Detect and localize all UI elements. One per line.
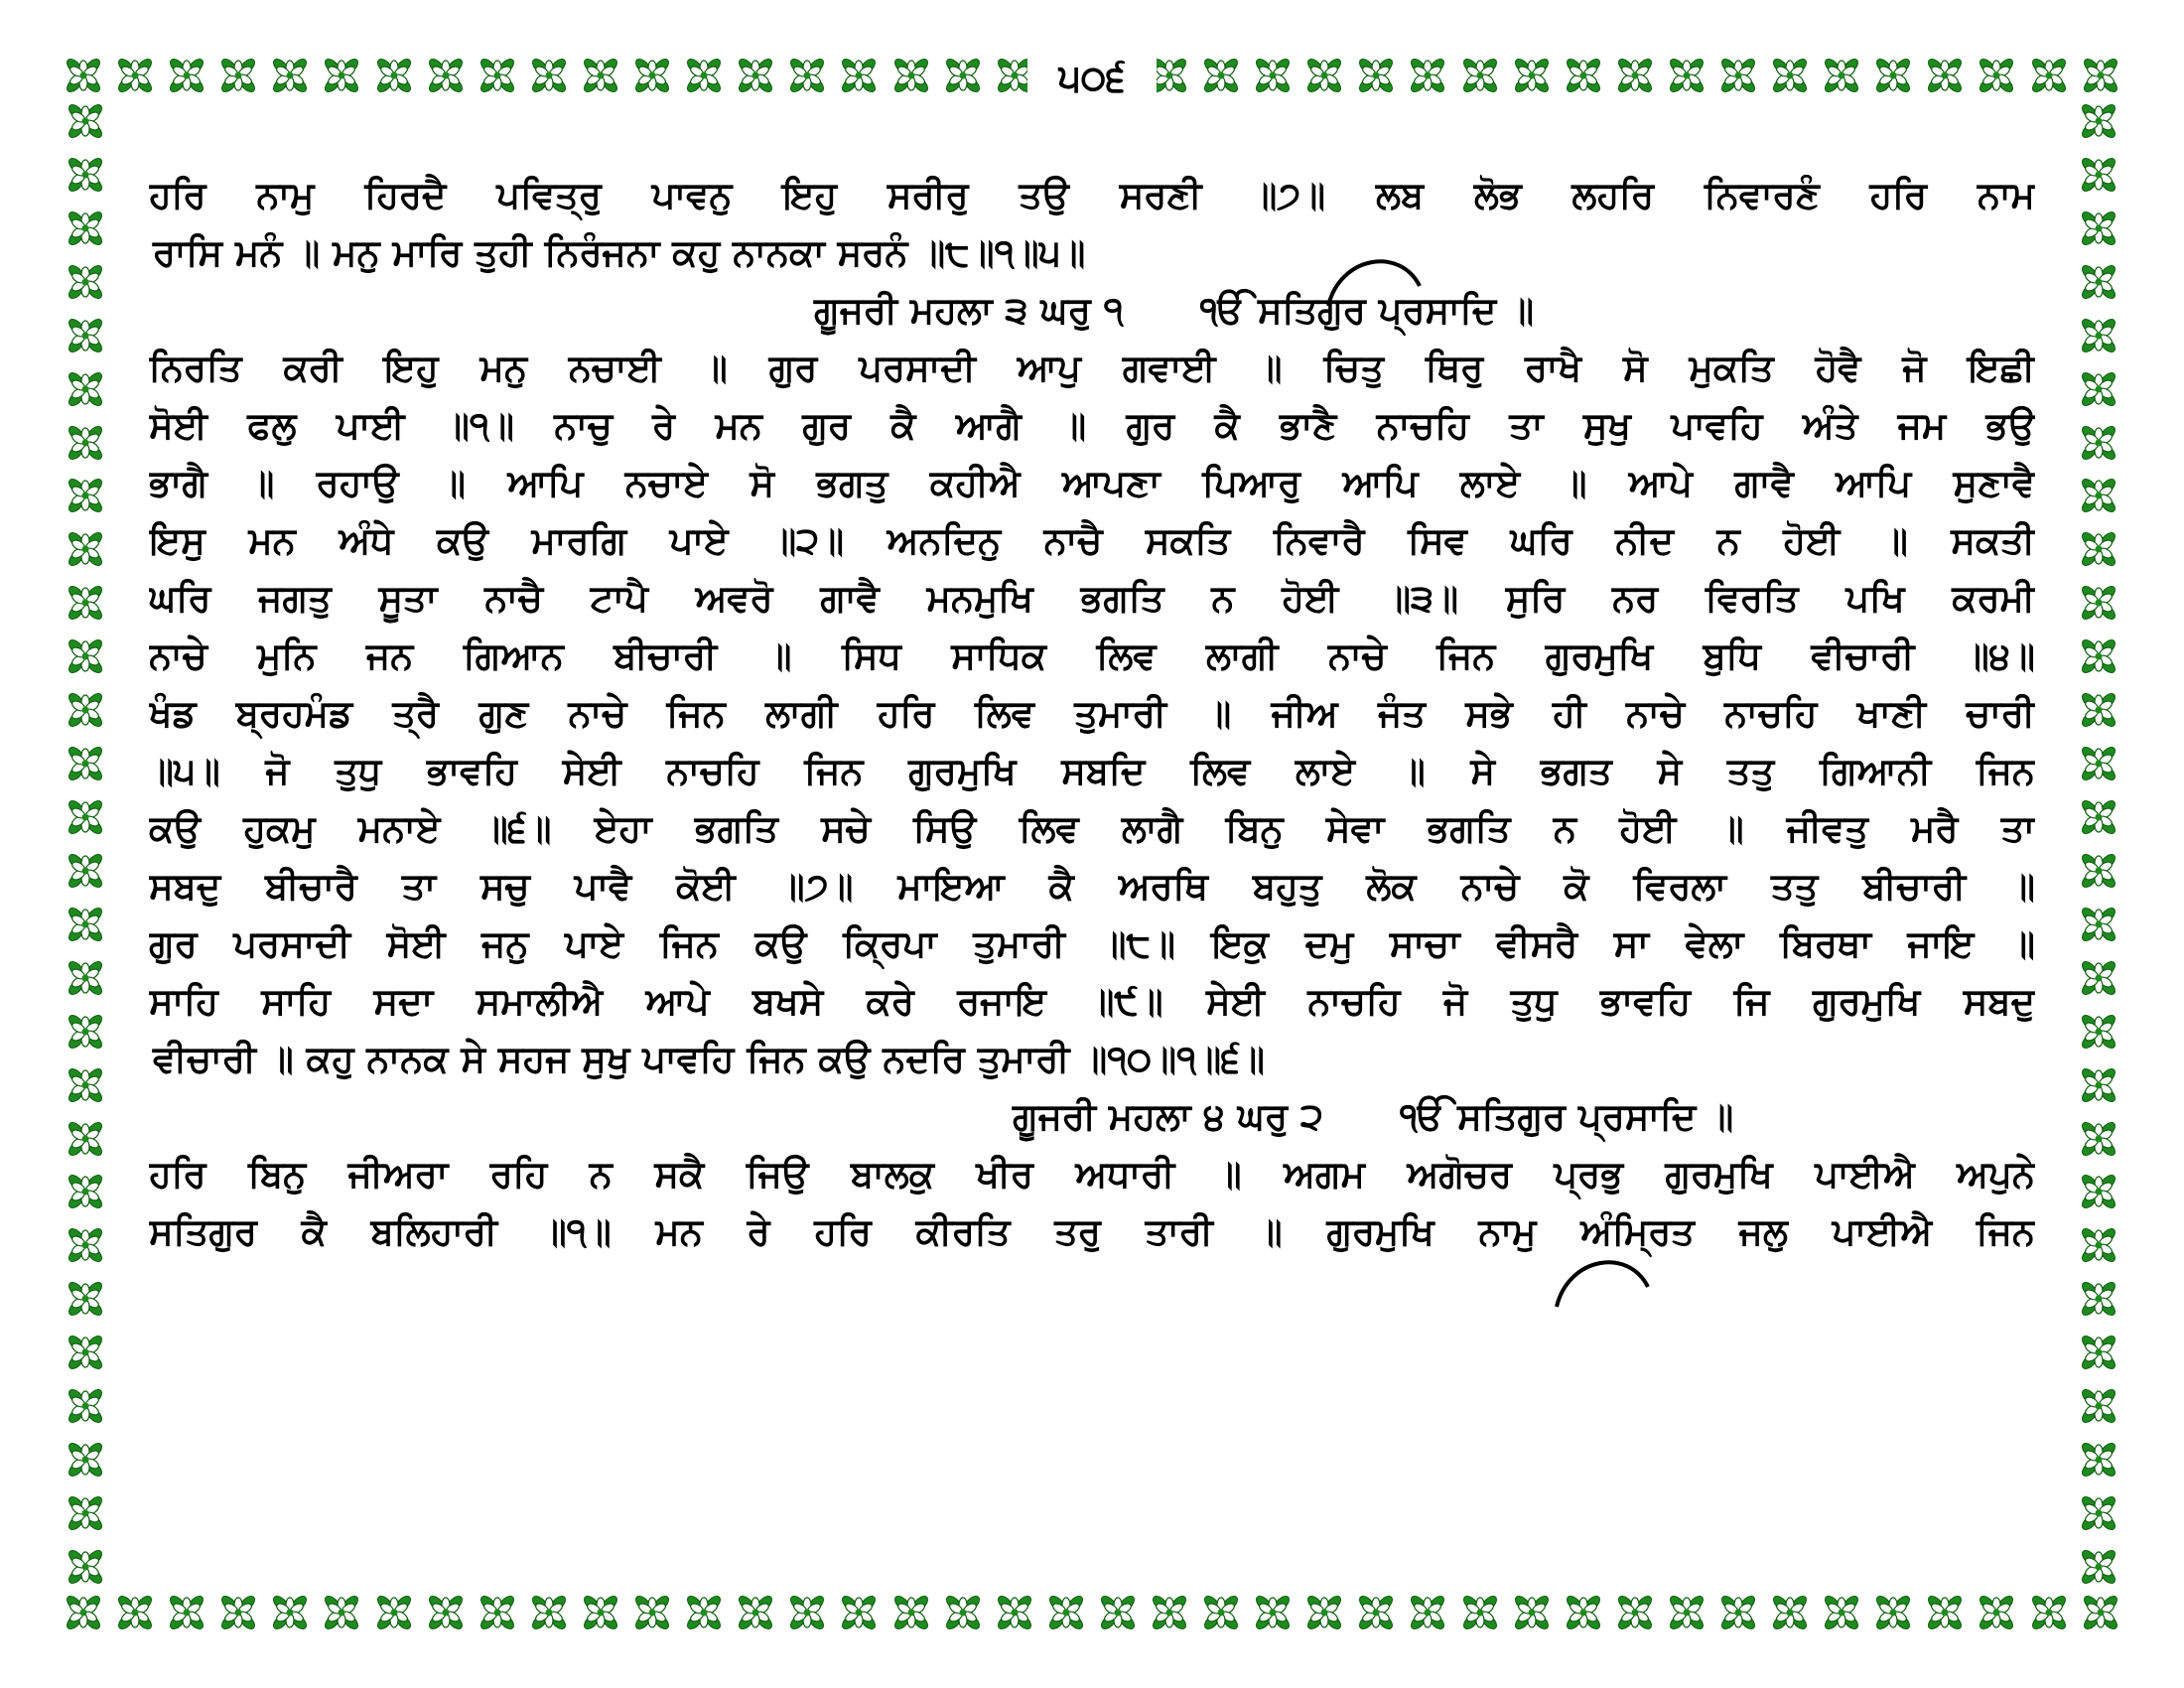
flower-ornament-icon xyxy=(2077,795,2120,839)
flower-ornament-icon xyxy=(2077,1223,2120,1267)
flower-ornament-icon xyxy=(2077,314,2120,357)
flower-ornament-icon xyxy=(1354,1591,1398,1634)
flower-ornament-icon xyxy=(2077,474,2120,517)
flower-ornament-icon xyxy=(1716,54,1760,97)
flower-ornament-icon xyxy=(64,742,107,785)
flower-ornament-icon xyxy=(734,54,777,97)
flower-ornament-icon xyxy=(1665,54,1708,97)
flower-ornament-icon xyxy=(2077,260,2120,304)
flower-ornament-icon xyxy=(113,54,157,97)
text-line-7: ਇਸੁ ਮਨ ਅੰਧੇ ਕਉ ਮਾਰਗਿ ਪਾਏ ॥੨॥ ਅਨਦਿਨੁ ਨਾਚੈ ਸਕਤਿ ਨਿਵਾਰੈ ਸਿਵ ਘਰਿ ਨੀਦ ਨ ਹੋਈ ॥ ਸਕਤੀ xyxy=(149,519,2035,562)
flower-ornament-icon xyxy=(1458,54,1502,97)
text-line-12: ਕਉ ਹੁਕਮੁ ਮਨਾਏ ॥੬॥ ਏਹਾ ਭਗਤਿ ਸਚੇ ਸਿਉ ਲਿਵ ਲਾਗੈ ਬਿਨੁ ਸੇਵਾ ਭਗਤਿ ਨ ਹੋਈ ॥ ਜੀਵਤੁ ਮਰੈ ਤਾ xyxy=(149,807,2035,850)
flower-ornament-icon xyxy=(579,1591,622,1634)
flower-ornament-icon xyxy=(2077,634,2120,678)
page-number-box xyxy=(1027,50,1157,105)
flower-ornament-icon xyxy=(941,54,985,97)
flower-ornament-icon xyxy=(64,956,107,1000)
flower-ornament-icon xyxy=(2077,207,2120,250)
flower-ornament-icon xyxy=(2077,1170,2120,1213)
flower-ornament-icon xyxy=(2079,54,2122,97)
flower-ornament-icon xyxy=(64,99,107,143)
flower-ornament-icon xyxy=(64,1438,107,1481)
flower-ornament-icon xyxy=(62,54,105,97)
flower-ornament-icon xyxy=(1820,54,1863,97)
flower-ornament-icon xyxy=(113,1591,157,1634)
flower-ornament-icon xyxy=(1665,1591,1708,1634)
flower-ornament-icon xyxy=(2077,1010,2120,1054)
flower-ornament-icon xyxy=(2077,1438,2120,1481)
flower-ornament-icon xyxy=(993,1591,1036,1634)
flower-ornament-icon xyxy=(424,54,468,97)
flower-ornament-icon xyxy=(1302,1591,1346,1634)
text-line-15: ਸਾਹਿ ਸਾਹਿ ਸਦਾ ਸਮਾਲੀਐ ਆਪੇ ਬਖਸੇ ਕਰੇ ਰਜਾਇ ॥੯॥ ਸੇਈ ਨਾਚਹਿ ਜੋ ਤੁਧੁ ਭਾਵਹਿ ਜਿ ਗੁਰਮੁਖਿ ਸਬਦੁ xyxy=(149,980,2035,1023)
flower-ornament-icon xyxy=(1406,1591,1449,1634)
text-line-5: ਸੋਈ ਫਲੁ ਪਾਈ ॥੧॥ ਨਾਚੁ ਰੇ ਮਨ ਗੁਰ ਕੈ ਆਗੈ ॥ ਗੁਰ ਕੈ ਭਾਣੈ ਨਾਚਹਿ ਤਾ ਸੁਖੁ ਪਾਵਹਿ ਅੰਤੇ ਜਮ ਭਉ xyxy=(149,404,2035,447)
flower-ornament-icon xyxy=(64,1545,107,1589)
flower-ornament-icon xyxy=(1975,54,2018,97)
flower-ornament-icon xyxy=(2077,99,2120,143)
flower-ornament-icon xyxy=(64,795,107,839)
flower-ornament-icon xyxy=(1302,54,1346,97)
flower-ornament-icon xyxy=(579,54,622,97)
flower-ornament-icon xyxy=(165,1591,208,1634)
text-line-6: ਭਾਗੈ ॥ ਰਹਾਉ ॥ ਆਪਿ ਨਚਾਏ ਸੋ ਭਗਤੁ ਕਹੀਐ ਆਪਣਾ ਪਿਆਰੁ ਆਪਿ ਲਾਏ ॥ ਆਪੇ ਗਾਵੈ ਆਪਿ ਸੁਣਾਵੈ xyxy=(149,462,2035,504)
flower-ornament-icon xyxy=(2077,1277,2120,1321)
flower-ornament-icon xyxy=(320,1591,363,1634)
flower-ornament-icon xyxy=(64,1010,107,1054)
flower-ornament-icon xyxy=(527,54,571,97)
flower-ornament-icon xyxy=(64,421,107,465)
flower-ornament-icon xyxy=(785,54,829,97)
flower-ornament-icon xyxy=(64,688,107,732)
flower-ornament-icon xyxy=(1562,1591,1605,1634)
flower-ornament-icon xyxy=(2077,153,2120,197)
section-heading-1 xyxy=(149,282,2035,340)
flower-ornament-icon xyxy=(64,903,107,946)
flower-ornament-icon xyxy=(630,54,674,97)
flower-ornament-icon xyxy=(64,367,107,411)
text-line-2: ਰਾਸਿ ਮਨੰ ॥ ਮਨੁ ਮਾਰਿ ਤੁਹੀ ਨਿਰੰਜਨਾ ਕਹੁ ਨਾਨਕਾ ਸਰਨੰ ॥੮॥੧॥੫॥ xyxy=(153,231,1086,274)
floral-border-bottom xyxy=(62,1589,2122,1636)
flower-ornament-icon xyxy=(682,54,726,97)
flower-ornament-icon xyxy=(372,1591,416,1634)
flower-ornament-icon xyxy=(1768,54,1812,97)
flower-ornament-icon xyxy=(372,54,416,97)
flower-ornament-icon xyxy=(1510,1591,1554,1634)
flower-ornament-icon xyxy=(64,849,107,893)
heading-text: ਗੂਜਰੀ ਮਹਲਾ ੪ ਘਰੁ ੨ ੴ ਸਤਿਗੁਰ ਪ੍ਰਸਾਦਿ ॥ xyxy=(1013,1095,1734,1138)
text-line-13: ਸਬਦੁ ਬੀਚਾਰੈ ਤਾ ਸਚੁ ਪਾਵੈ ਕੋਈ ॥੭॥ ਮਾਇਆ ਕੈ ਅਰਥਿ ਬਹੁਤੁ ਲੋਕ ਨਾਚੇ ਕੋ ਵਿਰਲਾ ਤਤੁ ਬੀਚਾਰੀ ॥ xyxy=(149,865,2035,908)
flower-ornament-icon xyxy=(64,1170,107,1213)
flower-ornament-icon xyxy=(1199,1591,1243,1634)
flower-ornament-icon xyxy=(2077,581,2120,625)
flower-ornament-icon xyxy=(2077,1384,2120,1428)
flower-ornament-icon xyxy=(1613,54,1657,97)
ik-onkar-arc-2 xyxy=(1549,1247,1658,1317)
flower-ornament-icon xyxy=(268,1591,312,1634)
flower-ornament-icon xyxy=(2077,527,2120,571)
flower-ornament-icon xyxy=(1871,1591,1915,1634)
flower-ornament-icon xyxy=(2027,1591,2071,1634)
flower-ornament-icon xyxy=(2077,1545,2120,1589)
flower-ornament-icon xyxy=(1768,1591,1812,1634)
flower-ornament-icon xyxy=(64,527,107,571)
section-heading-2 xyxy=(149,1088,2035,1146)
flower-ornament-icon xyxy=(734,1591,777,1634)
flower-ornament-icon xyxy=(64,1331,107,1374)
flower-ornament-icon xyxy=(216,54,260,97)
flower-ornament-icon xyxy=(1148,1591,1191,1634)
flower-ornament-icon xyxy=(1354,54,1398,97)
flower-ornament-icon xyxy=(1199,54,1243,97)
flower-ornament-icon xyxy=(527,1591,571,1634)
flower-ornament-icon xyxy=(2077,421,2120,465)
text-line-16: ਵੀਚਾਰੀ ॥ ਕਹੁ ਨਾਨਕ ਸੇ ਸਹਜ ਸੁਖੁ ਪਾਵਹਿ ਜਿਨ ਕਉ ਨਦਰਿ ਤੁਮਾਰੀ ॥੧੦॥੧॥੬॥ xyxy=(153,1038,1265,1080)
flower-ornament-icon xyxy=(1923,1591,1967,1634)
flower-ornament-icon xyxy=(1458,1591,1502,1634)
text-line-11: ॥੫॥ ਜੋ ਤੁਧੁ ਭਾਵਹਿ ਸੇਈ ਨਾਚਹਿ ਜਿਨ ਗੁਰਮੁਖਿ ਸਬਦਿ ਲਿਵ ਲਾਏ ॥ ਸੇ ਭਗਤ ਸੇ ਤਤੁ ਗਿਆਨੀ ਜਿਨ xyxy=(149,750,2035,792)
scripture-text xyxy=(149,167,2035,1261)
flower-ornament-icon xyxy=(424,1591,468,1634)
flower-ornament-icon xyxy=(2077,956,2120,1000)
flower-ornament-icon xyxy=(64,314,107,357)
flower-ornament-icon xyxy=(2077,849,2120,893)
flower-ornament-icon xyxy=(1871,54,1915,97)
text-line-9: ਨਾਚੇ ਮੁਨਿ ਜਨ ਗਿਆਨ ਬੀਚਾਰੀ ॥ ਸਿਧ ਸਾਧਿਕ ਲਿਵ ਲਾਗੀ ਨਾਚੇ ਜਿਨ ਗੁਰਮੁਖਿ ਬੁਧਿ ਵੀਚਾਰੀ ॥੪॥ xyxy=(149,634,2035,677)
flower-ornament-icon xyxy=(64,1277,107,1321)
flower-ornament-icon xyxy=(64,1491,107,1535)
flower-ornament-icon xyxy=(1562,54,1605,97)
flower-ornament-icon xyxy=(216,1591,260,1634)
flower-ornament-icon xyxy=(1510,54,1554,97)
flower-ornament-icon xyxy=(1613,1591,1657,1634)
flower-ornament-icon xyxy=(165,54,208,97)
flower-ornament-icon xyxy=(2077,742,2120,785)
flower-ornament-icon xyxy=(941,1591,985,1634)
flower-ornament-icon xyxy=(64,634,107,678)
text-line-18: ਹਰਿ ਬਿਨੁ ਜੀਅਰਾ ਰਹਿ ਨ ਸਕੈ ਜਿਉ ਬਾਲਕੁ ਖੀਰ ਅਧਾਰੀ ॥ ਅਗਮ ਅਗੋਚਰ ਪ੍ਰਭੁ ਗੁਰਮੁਖਿ ਪਾਈਐ ਅਪੁਨੇ xyxy=(149,1153,2035,1196)
flower-ornament-icon xyxy=(476,1591,519,1634)
flower-ornament-icon xyxy=(2077,367,2120,411)
flower-ornament-icon xyxy=(1716,1591,1760,1634)
flower-ornament-icon xyxy=(64,207,107,250)
flower-ornament-icon xyxy=(476,54,519,97)
flower-ornament-icon xyxy=(64,260,107,304)
ik-onkar-arc-1 xyxy=(1320,246,1430,316)
floral-border-left xyxy=(62,99,109,1589)
flower-ornament-icon xyxy=(64,1384,107,1428)
flower-ornament-icon xyxy=(268,54,312,97)
flower-ornament-icon xyxy=(1251,1591,1295,1634)
page-number: ੫੦੬ xyxy=(1058,56,1126,99)
flower-ornament-icon xyxy=(64,153,107,197)
flower-ornament-icon xyxy=(837,54,881,97)
flower-ornament-icon xyxy=(682,1591,726,1634)
flower-ornament-icon xyxy=(64,581,107,625)
heading-text: ਗੂਜਰੀ ਮਹਲਾ ੩ ਘਰੁ ੧ ੴ ਸਤਿਗੁਰ ਪ੍ਰਸਾਦਿ ॥ xyxy=(814,289,1535,332)
flower-ornament-icon xyxy=(64,1223,107,1267)
flower-ornament-icon xyxy=(64,1063,107,1107)
flower-ornament-icon xyxy=(837,1591,881,1634)
flower-ornament-icon xyxy=(785,1591,829,1634)
flower-ornament-icon xyxy=(2077,1117,2120,1161)
flower-ornament-icon xyxy=(2027,54,2071,97)
flower-ornament-icon xyxy=(2077,1063,2120,1107)
flower-ornament-icon xyxy=(1820,1591,1863,1634)
flower-ornament-icon xyxy=(889,54,933,97)
flower-ornament-icon xyxy=(889,1591,933,1634)
flower-ornament-icon xyxy=(62,1591,105,1634)
text-line-4: ਨਿਰਤਿ ਕਰੀ ਇਹੁ ਮਨੁ ਨਚਾਈ ॥ ਗੁਰ ਪਰਸਾਦੀ ਆਪੁ ਗਵਾਈ ॥ ਚਿਤੁ ਥਿਰੁ ਰਾਖੈ ਸੋ ਮੁਕਤਿ ਹੋਵੈ ਜੋ ਇਛੀ xyxy=(149,347,2035,389)
flower-ornament-icon xyxy=(64,474,107,517)
text-line-8: ਘਰਿ ਜਗਤੁ ਸੂਤਾ ਨਾਚੈ ਟਾਪੈ ਅਵਰੋ ਗਾਵੈ ਮਨਮੁਖਿ ਭਗਤਿ ਨ ਹੋਈ ॥੩॥ ਸੁਰਿ ਨਰ ਵਿਰਤਿ ਪਖਿ ਕਰਮੀ xyxy=(149,577,2035,620)
flower-ornament-icon xyxy=(1044,1591,1088,1634)
text-line-19: ਸਤਿਗੁਰ ਕੈ ਬਲਿਹਾਰੀ ॥੧॥ ਮਨ ਰੇ ਹਰਿ ਕੀਰਤਿ ਤਰੁ ਤਾਰੀ ॥ ਗੁਰਮੁਖਿ ਨਾਮੁ ਅੰਮ੍ਰਿਤ ਜਲੁ ਪਾਈਐ ਜਿਨ xyxy=(149,1210,2035,1253)
text-line-1: ਹਰਿ ਨਾਮੁ ਹਿਰਦੈ ਪਵਿਤ੍ਰੁ ਪਾਵਨੁ ਇਹੁ ਸਰੀਰੁ ਤਉ ਸਰਣੀ ॥੭॥ ਲਬ ਲੋਭ ਲਹਰਿ ਨਿਵਾਰਣੰ ਹਰਿ ਨਾਮ xyxy=(149,174,2035,216)
text-line-10: ਖੰਡ ਬ੍ਰਹਮੰਡ ਤ੍ਰੈ ਗੁਣ ਨਾਚੇ ਜਿਨ ਲਾਗੀ ਹਰਿ ਲਿਵ ਤੁਮਾਰੀ ॥ ਜੀਅ ਜੰਤ ਸਭੇ ਹੀ ਨਾਚੇ ਨਾਚਹਿ ਖਾਣੀ ਚਾਰੀ xyxy=(149,692,2035,735)
flower-ornament-icon xyxy=(2077,688,2120,732)
flower-ornament-icon xyxy=(320,54,363,97)
flower-ornament-icon xyxy=(1251,54,1295,97)
floral-border-right xyxy=(2075,99,2122,1589)
flower-ornament-icon xyxy=(2079,1591,2122,1634)
flower-ornament-icon xyxy=(1975,1591,2018,1634)
flower-ornament-icon xyxy=(630,1591,674,1634)
flower-ornament-icon xyxy=(1406,54,1449,97)
flower-ornament-icon xyxy=(1096,1591,1140,1634)
flower-ornament-icon xyxy=(2077,903,2120,946)
flower-ornament-icon xyxy=(2077,1491,2120,1535)
flower-ornament-icon xyxy=(2077,1331,2120,1374)
flower-ornament-icon xyxy=(1923,54,1967,97)
flower-ornament-icon xyxy=(64,1117,107,1161)
text-line-14: ਗੁਰ ਪਰਸਾਦੀ ਸੋਈ ਜਨੁ ਪਾਏ ਜਿਨ ਕਉ ਕ੍ਰਿਪਾ ਤੁਮਾਰੀ ॥੮॥ ਇਕੁ ਦਮੁ ਸਾਚਾ ਵੀਸਰੈ ਸਾ ਵੇਲਾ ਬਿਰਥਾ ਜਾਇ ॥ xyxy=(149,922,2035,965)
